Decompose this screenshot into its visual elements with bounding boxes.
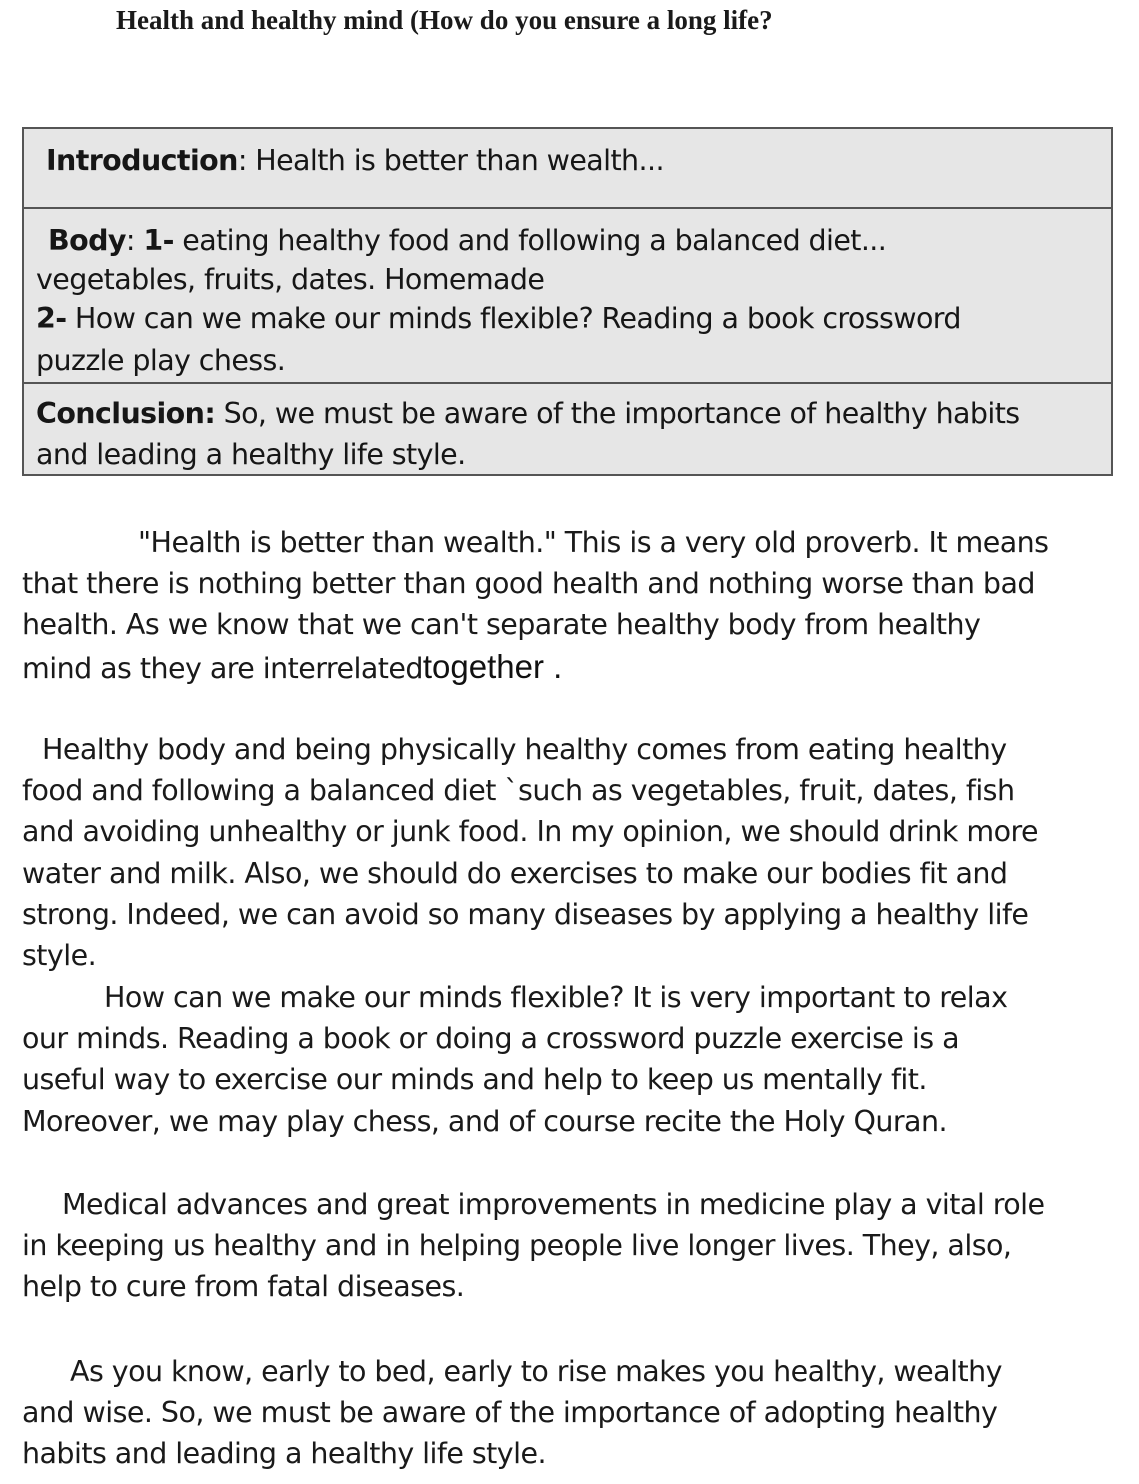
paragraph-line: Moreover, we may play chess, and of course recite the Holy Quran.: [22, 1104, 947, 1138]
paragraph-line: food and following a balanced diet `such as vegetables, fruit, dates, fish: [22, 774, 1015, 808]
body-point-2-number: 2-: [36, 302, 67, 335]
paragraph-line: How can we make our minds flexible? It is very important to relax: [104, 981, 1008, 1014]
essay-paragraph-2: [22, 729, 1038, 976]
paragraph-line: strong. Indeed, we can avoid so many diseases by applying a healthy life: [22, 897, 1029, 931]
paragraph-line: style.: [22, 939, 97, 973]
outline-divider: [24, 207, 1111, 209]
paragraph-line-text: mind as they are interrelated: [22, 651, 423, 685]
body-sep: :: [125, 224, 144, 257]
paragraph-line: and wise. So, we must be aware of the importance of adopting healthy: [22, 1396, 998, 1430]
handwritten-insert-together: together .: [422, 647, 563, 685]
essay-paragraph-5: [22, 1351, 1002, 1475]
outline-body-line-1: [48, 221, 886, 261]
essay-paragraph-1: [22, 522, 1048, 689]
page-title: Health and healthy mind (How do you ensure a long life?: [116, 5, 773, 35]
introduction-sep: :: [237, 144, 256, 177]
paragraph-line: and avoiding unhealthy or junk food. In my opinion, we should drink more: [22, 815, 1039, 849]
essay-outline-box: [22, 127, 1113, 476]
outline-body-line-4: puzzle play chess.: [36, 344, 286, 377]
body-point-1-number: 1-: [143, 224, 174, 257]
outline-body-line-3: [36, 299, 961, 339]
paragraph-line: that there is nothing better than good health and nothing worse than bad: [22, 567, 1035, 601]
introduction-label: Introduction: [46, 144, 238, 177]
paragraph-line: [22, 646, 1048, 689]
conclusion-label: Conclusion:: [36, 397, 216, 430]
paragraph-line: useful way to exercise our minds and help to keep us mentally fit.: [22, 1063, 927, 1097]
outline-conclusion-line-1: [36, 394, 1020, 434]
essay-paragraph-3: [22, 977, 1007, 1142]
body-point-2-text: How can we make our minds flexible? Reading a book crossword: [66, 302, 961, 335]
paragraph-line: help to cure from fatal diseases.: [22, 1270, 465, 1304]
paragraph-line: habits and leading a healthy life style.: [22, 1437, 546, 1471]
paragraph-line: in keeping us healthy and in helping people live longer lives. They, also,: [22, 1229, 1012, 1263]
conclusion-text: So, we must be aware of the importance of healthy habits: [215, 397, 1020, 430]
paragraph-line: our minds. Reading a book or doing a crossword puzzle exercise is a: [22, 1022, 959, 1056]
paragraph-line: "Health is better than wealth." This is a very old proverb. It means: [138, 526, 1049, 559]
paragraph-line: Healthy body and being physically healthy comes from eating healthy: [42, 733, 1007, 766]
introduction-text: Health is better than wealth...: [255, 144, 664, 177]
body-point-1-text: eating healthy food and following a balanced diet...: [173, 224, 887, 257]
outline-introduction: [46, 141, 664, 181]
paragraph-line: health. As we know that we can't separate healthy body from healthy: [22, 608, 981, 642]
essay-paragraph-4: [22, 1184, 1045, 1308]
paragraph-line: Medical advances and great improvements in medicine play a vital role: [62, 1188, 1045, 1221]
outline-body-line-2: vegetables, fruits, dates. Homemade: [36, 263, 545, 296]
outline-divider: [24, 382, 1111, 384]
outline-conclusion-line-2: and leading a healthy life style.: [36, 438, 466, 471]
paragraph-line: water and milk. Also, we should do exercises to make our bodies fit and: [22, 856, 1008, 890]
body-label: Body: [48, 224, 126, 257]
paragraph-line: As you know, early to bed, early to rise makes you healthy, wealthy: [70, 1355, 1002, 1388]
